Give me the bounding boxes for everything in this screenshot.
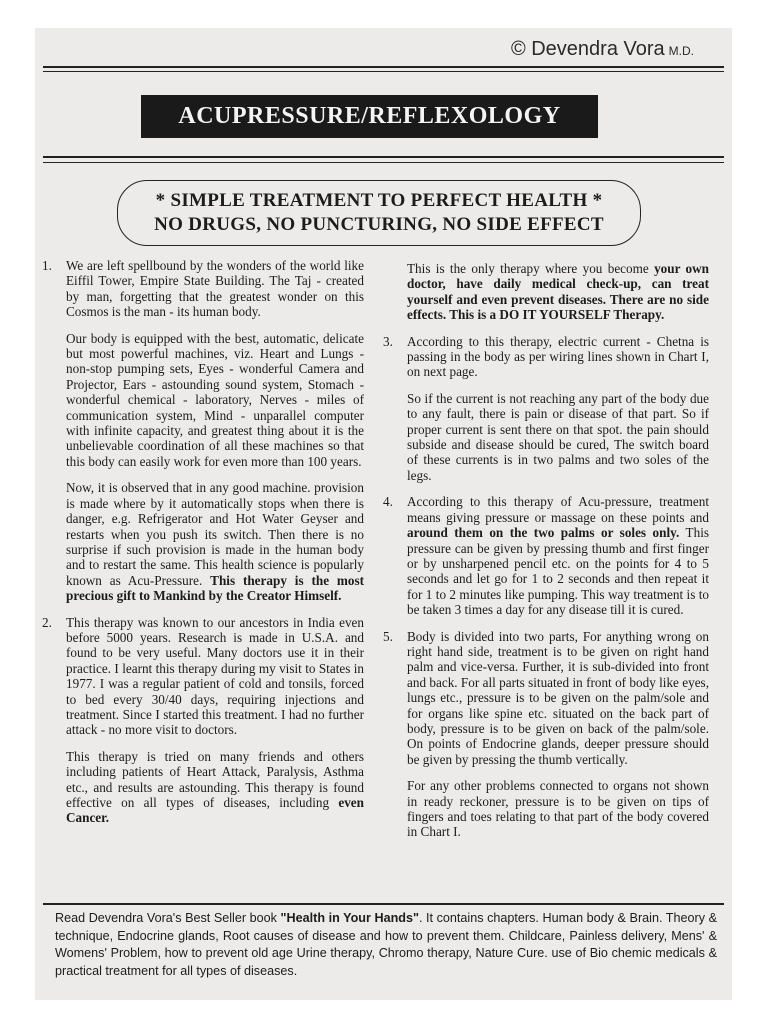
author-credential: M.D. [668, 44, 694, 58]
para-2: Our body is equipped with the best, automatic, delicate but most powerful machines, viz. Heart and Lungs - non-stop pumping sets, Eyes - wonderful Camera and Projector, Ears - astounding sound system, Stomach - wonderful chemical - laboratory, Nerves - miles of communication system, Mind - unparallel computer with infinite capacity, and greatest thing about it is the unbelievable coordination of all these machines so that this body can easily work for even more than 100 years. [66, 330, 364, 469]
para-text: According to this therapy of Acu-pressure, treatment means giving pressure or massage on these points and [407, 494, 709, 525]
item-number: 2. [42, 614, 52, 630]
mid-rule-thin [43, 162, 724, 163]
para-emphasis: even Cancer. [66, 795, 364, 826]
author-name: © Devendra Vora [510, 38, 665, 60]
footer-promo [55, 910, 717, 980]
mid-rule [43, 156, 724, 158]
top-rule-thin [43, 71, 724, 72]
item-number: 1. [42, 258, 52, 273]
para-text: Body is divided into two parts, For anything wrong on right hand side, treatment is to be given on right hand palm and vice-versa. Further, it is sub-divided into front and back. For all parts situated in front of body like eyes, lungs etc., pressure is to be given on the palm/sole and for organs like spine etc. situated on the back part of body, pressure is to be given on back of the palm/sole. On points of Endocrine glands, deeper pressure should be given by pressing the thumb vertically. [407, 628, 709, 767]
item-number: 5. [383, 628, 393, 644]
para-10 [383, 628, 709, 768]
item-number: 3. [383, 333, 393, 349]
para-text: This is the only therapy where you become [407, 261, 649, 276]
para-8: So if the current is not reaching any part of the body due to any fault, there is pain or disease of that part. So if proper current is sent there on that spot. the pain should subside and disease should be cured, The switch board of these currents is in two palms and two soles of the legs. [407, 390, 709, 483]
para-1 [42, 258, 364, 320]
footer-rule [43, 903, 724, 905]
para-6 [407, 261, 709, 323]
tagline-line-1: * SIMPLE TREATMENT TO PERFECT HEALTH * [155, 190, 603, 211]
left-column [42, 258, 365, 837]
para-text: Now, it is observed that in any good machine. provision is made where by it automatically stops when there is danger, e.g. Refrigerator and Hot Water Geyser and restarts when you push its switch. Then there is no surprise if such provision is made in the human body and to restart the same. This health science is popularly known as Acu-Pressure. [66, 480, 364, 588]
tagline-box [117, 180, 641, 246]
item-number: 4. [383, 494, 393, 510]
right-column [383, 261, 710, 851]
book-title: "Health in Your Hands" [280, 911, 419, 925]
para-4 [42, 614, 364, 738]
para-emphasis: your own doctor, have daily medical check-up, can treat yourself and even prevent diseases. There are no side effects. This is a DO IT YOURSELF Therapy. [407, 261, 710, 323]
copyright-line [511, 38, 694, 61]
footer-text: Read Devendra Vora's Best Seller book [55, 911, 277, 925]
para-11: For any other problems connected to organs not shown in ready reckoner, pressure is to be given on tips of fingers and toes relating to that part of the body covered in Chart I. [407, 778, 709, 840]
para-text: According to this therapy, electric current - Chetna is passing in the body as per wiring lines shown in Chart I, on next page. [407, 333, 709, 380]
para-text: This therapy is tried on many friends and others including patients of Heart Attack, Paralysis, Asthma etc., and results are astounding. This therapy is found effective on all types of diseases, including [66, 748, 364, 810]
para-text: This pressure can be given by pressing thumb and first finger or by unsharpened pencil etc. on the points for 4 to 5 seconds and let go for 1 to 2 seconds and then repeat it for 1 to 2 minutes like pumping. This way treatment is to be taken 3 times a day for any disease till it is cured. [407, 525, 709, 618]
tagline-line-2: NO DRUGS, NO PUNCTURING, NO SIDE EFFECT [154, 214, 604, 235]
para-7 [383, 333, 709, 380]
top-rule [43, 66, 724, 68]
footer-text: . It contains chapters. Human body & Brain. Theory & technique, Endocrine glands, Root causes of disease and how to prevent them. Childcare, Painless delivery, Mens' & Womens' Problem, how to prevent old age Urine therapy, Chromo therapy, Nature Cure. use of Bio chemic medicals & practical treatment for all types of diseases. [55, 911, 717, 978]
para-text: We are left spellbound by the wonders of the world like Eiffil Tower, Empire State Building. The Taj - created by man, forgetting that the greatest wonder on this Cosmos is the man - its human body. [66, 258, 364, 320]
document-page [35, 28, 732, 1000]
para-5 [66, 749, 364, 826]
title-banner: ACUPRESSURE/REFLEXOLOGY [141, 95, 598, 138]
para-9 [383, 494, 709, 618]
para-emphasis: around them on the two palms or soles only. [407, 525, 680, 541]
para-emphasis: This therapy is the most precious gift to Mankind by the Creator Himself. [66, 572, 365, 604]
para-3 [66, 480, 364, 603]
para-text: This therapy was known to our ancestors in India even before 5000 years. Research is made in U.S.A. and found to be very useful. Many doctors use it in their practice. I learnt this therapy during my visit to States in 1977. I was a regular patient of cold and tonsils, forced to bed every 30/40 days, requiring injections and treatment. Since I started this treatment. I had no further attack - no more visit to doctors. [66, 614, 364, 738]
